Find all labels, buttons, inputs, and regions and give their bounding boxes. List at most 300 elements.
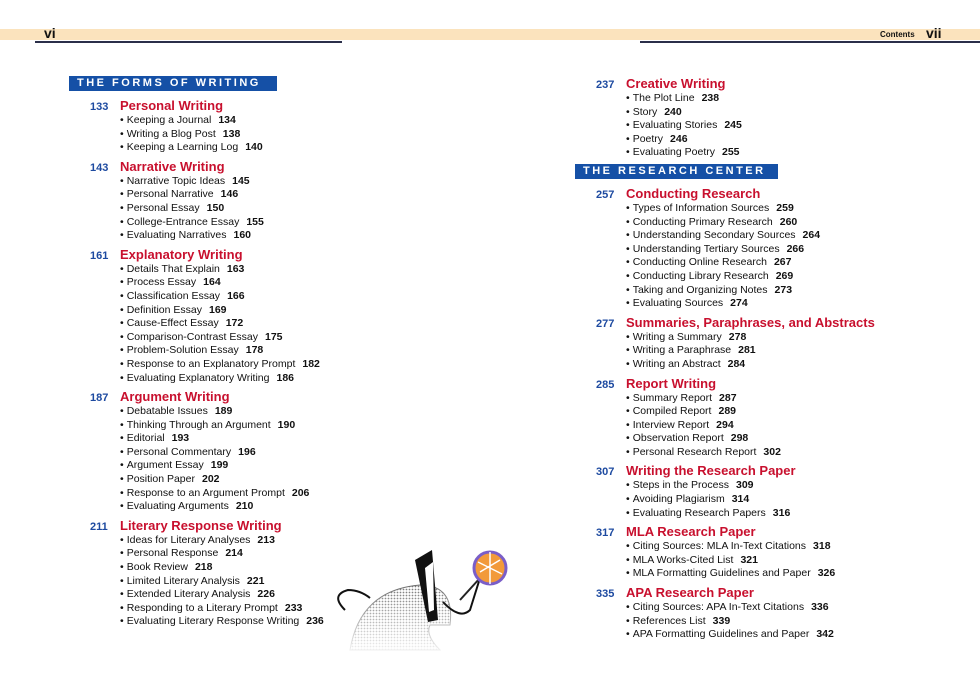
toc-entry [626,507,896,521]
entry-page-number: 169 [208,303,227,316]
bullet-icon: • [120,432,124,445]
toc-entry [120,419,360,433]
section-title: Report Writing [626,375,717,391]
section-title: Summaries, Paraphrases, and Abstracts [626,314,875,330]
section-banner: THE RESEARCH CENTER [575,164,778,179]
entry-page-number: 339 [712,614,731,627]
toc-entry [120,202,360,216]
entry-page-number: 134 [218,114,236,126]
writer-figure-illustration [330,540,520,663]
toc-entry [120,175,360,189]
bullet-icon: • [120,289,124,302]
entry-label: Interview Report [632,418,710,431]
bullet-icon: • [120,533,124,546]
section-page-number: 257 [596,188,615,201]
right-page-number: vii [926,25,942,41]
section-title: Argument Writing [120,389,230,405]
section-title: Creative Writing [626,76,726,91]
toc-entry [626,229,896,243]
toc-entry [626,106,896,120]
bullet-icon: • [120,303,124,316]
toc-entry [626,554,896,568]
bullet-icon: • [626,132,630,145]
section-heading [90,247,360,263]
entry-label: Types of Information Sources [632,201,770,214]
bullet-icon: • [626,357,630,370]
entry-label: Limited Literary Analysis [126,574,240,587]
entry-page-number: 163 [226,262,245,275]
toc-entry [120,141,360,155]
toc-section-narrative-writing [90,159,360,243]
entry-label: Personal Narrative [126,188,214,201]
bullet-icon: • [120,588,124,601]
bullet-icon: • [626,242,630,255]
toc-entry [120,188,360,202]
toc-entry [120,290,360,304]
bullet-icon: • [120,473,124,486]
entry-page-number: 289 [718,405,737,418]
entry-page-number: 226 [257,588,275,601]
bullet-icon: • [626,628,630,641]
bullet-icon: • [120,114,124,126]
section-heading [596,376,896,392]
toc-entry [626,446,896,460]
bullet-icon: • [626,614,630,627]
toc-entry [626,540,896,554]
entry-page-number: 178 [245,344,264,357]
bullet-icon: • [626,540,630,553]
bullet-icon: • [626,601,630,614]
entry-label: References List [632,614,706,627]
bullet-icon: • [120,486,124,499]
entry-page-number: 221 [246,574,265,587]
entry-page-number: 236 [306,615,324,628]
entry-label: Taking and Organizing Notes [632,283,768,296]
toc-list [596,186,896,642]
entry-label: Argument Essay [126,459,204,472]
section-title: Writing the Research Paper [626,463,796,479]
toc-entry [120,331,360,345]
entry-page-number: 199 [210,459,229,472]
entry-page-number: 193 [171,432,190,445]
toc-entry [120,358,360,372]
bullet-icon: • [120,276,124,289]
bullet-icon: • [120,405,124,418]
bullet-icon: • [626,553,630,566]
section-page-number: 335 [596,588,615,601]
toc-entry [120,602,360,616]
bullet-icon: • [626,506,630,519]
entry-page-number: 259 [776,201,794,214]
entry-page-number: 269 [775,269,794,282]
section-heading [596,524,896,540]
bullet-icon: • [626,344,630,357]
bullet-icon: • [626,92,630,104]
entry-page-number: 140 [245,141,263,154]
entry-page-number: 314 [731,493,750,506]
toc-entry [120,263,360,277]
bullet-icon: • [120,561,124,574]
entry-page-number: 182 [302,357,320,370]
toc-list [90,98,360,629]
toc-entry [626,615,896,629]
entry-page-number: 284 [727,357,746,370]
bullet-icon: • [120,459,124,472]
bullet-icon: • [120,601,124,614]
entry-page-number: 287 [719,391,737,404]
bullet-icon: • [626,391,630,404]
bullet-icon: • [626,405,630,418]
entry-label: College-Entrance Essay [126,215,240,228]
toc-entry [120,473,360,487]
bullet-icon: • [626,146,630,159]
toc-entry [626,92,896,106]
bullet-icon: • [120,229,124,242]
toc-section-writing-the-research-paper [596,463,896,520]
toc-entry [120,216,360,230]
toc-entry [626,392,896,406]
toc-entry [626,256,896,270]
section-heading [90,389,360,405]
entry-label: Evaluating Sources [632,297,724,310]
entry-label: Definition Essay [126,303,202,316]
toc-section-conducting-research [596,186,896,311]
toc-entry [626,216,896,230]
entry-label: Book Review [126,561,188,574]
toc-entry [626,270,896,284]
entry-label: Comparison-Contrast Essay [126,330,258,343]
toc-entry [626,133,896,147]
toc-entry [120,500,360,514]
entry-label: Writing a Blog Post [126,127,216,140]
entry-page-number: 294 [716,418,734,431]
entry-label: Responding to a Literary Prompt [126,601,278,614]
entry-page-number: 186 [276,371,295,384]
toc-section-personal-writing [90,98,360,155]
toc-section-argument-writing [90,389,360,514]
toc-entry [626,297,896,311]
header-rule-left [35,41,342,43]
entry-page-number: 196 [238,445,256,458]
bullet-icon: • [120,418,124,431]
bullet-icon: • [626,432,630,445]
entry-page-number: 206 [291,486,310,499]
entry-page-number: 302 [763,445,781,458]
entry-label: Evaluating Literary Response Writing [126,615,300,628]
bullet-icon: • [626,445,630,458]
toc-entry [120,575,360,589]
entry-label: Conducting Primary Research [632,215,773,228]
entry-label: Extended Literary Analysis [126,588,251,601]
entry-page-number: 245 [724,119,742,132]
entry-label: Keeping a Journal [126,114,212,126]
entry-label: Conducting Library Research [632,269,769,282]
section-heading [596,585,896,601]
bullet-icon: • [120,445,124,458]
bullet-icon: • [120,574,124,587]
section-title: Personal Writing [120,98,224,113]
toc-entry [120,615,360,629]
entry-page-number: 138 [222,127,241,140]
toc-entry [626,601,896,615]
toc-section-literary-response-writing [90,518,360,629]
section-heading [90,98,360,114]
bullet-icon: • [120,188,124,201]
entry-page-number: 267 [773,256,792,269]
toc-entry [626,432,896,446]
bullet-icon: • [120,357,124,370]
bullet-icon: • [626,330,630,343]
entry-label: Personal Research Report [632,445,757,458]
toc-entry [626,202,896,216]
section-heading [596,186,896,202]
entry-page-number: 150 [206,201,225,214]
bullet-icon: • [120,371,124,384]
entry-label: Ideas for Literary Analyses [126,533,251,546]
entry-label: MLA Formatting Guidelines and Paper [632,567,811,580]
toc-entry [120,114,360,128]
entry-label: Keeping a Learning Log [126,141,239,154]
toc-entry [120,128,360,142]
bullet-icon: • [120,615,124,628]
entry-page-number: 213 [257,533,275,546]
toc-entry [626,331,896,345]
entry-page-number: 210 [235,500,254,513]
entry-page-number: 321 [740,553,758,566]
toc-entry [120,229,360,243]
entry-page-number: 238 [701,92,720,104]
section-heading [596,315,896,331]
entry-label: Understanding Tertiary Sources [632,242,780,255]
bullet-icon: • [626,418,630,431]
entry-page-number: 155 [246,215,264,228]
bullet-icon: • [626,201,630,214]
toc-entry [120,317,360,331]
bullet-icon: • [120,317,124,330]
entry-page-number: 278 [728,330,747,343]
toc-entry [626,284,896,298]
section-page-number: 187 [90,392,109,405]
entry-page-number: 190 [277,418,296,431]
entry-page-number: 316 [772,506,791,519]
entry-label: Debatable Issues [126,405,208,418]
entry-label: Evaluating Research Papers [632,506,766,519]
entry-page-number: 145 [232,174,250,187]
entry-label: Evaluating Arguments [126,500,229,513]
bullet-icon: • [120,262,124,275]
entry-page-number: 336 [811,601,829,614]
section-page-number: 285 [596,378,615,391]
section-title: Narrative Writing [120,158,225,174]
bullet-icon: • [626,229,630,242]
entry-label: Thinking Through an Argument [126,418,271,431]
entry-label: Summary Report [632,391,713,404]
bullet-icon: • [626,567,630,580]
entry-page-number: 264 [802,229,821,242]
entry-label: Response to an Explanatory Prompt [126,357,296,370]
entry-page-number: 175 [264,330,283,343]
bullet-icon: • [626,283,630,296]
right-column [583,76,896,646]
toc-entry [626,119,896,133]
toc-entry [120,487,360,501]
entry-label: Position Paper [126,473,195,486]
left-page-number: vi [44,25,56,41]
entry-label: Cause-Effect Essay [126,317,219,330]
entry-label: Personal Essay [126,201,200,214]
toc-section-apa-research-paper [596,585,896,642]
toc-list [596,76,896,160]
header-rule-right [640,41,980,43]
toc-entry [120,405,360,419]
bullet-icon: • [120,141,124,154]
toc-entry [626,479,896,493]
entry-label: Conducting Online Research [632,256,767,269]
entry-page-number: 281 [738,344,756,357]
toc-entry [120,561,360,575]
entry-page-number: 246 [670,132,688,145]
section-page-number: 161 [90,249,109,262]
bullet-icon: • [626,269,630,282]
entry-page-number: 214 [225,547,243,560]
bullet-icon: • [626,479,630,492]
entry-page-number: 260 [779,215,798,228]
entry-label: Evaluating Narratives [126,229,227,242]
entry-page-number: 189 [214,405,233,418]
toc-entry [626,146,896,160]
toc-section-explanatory-writing [90,247,360,385]
section-heading [90,518,360,534]
toc-entry [120,304,360,318]
bullet-icon: • [626,105,630,118]
section-heading [596,76,896,92]
left-column [77,76,360,633]
entry-label: Steps in the Process [632,479,729,492]
entry-label: Writing a Summary [632,330,722,343]
entry-label: Writing an Abstract [632,357,721,370]
toc-entry [626,358,896,372]
bullet-icon: • [120,330,124,343]
toc-section-summaries-paraphrases-and-abstracts [596,315,896,372]
entry-page-number: 233 [284,601,303,614]
section-title: MLA Research Paper [626,524,756,540]
section-page-number: 307 [596,466,615,479]
entry-label: MLA Works-Cited List [632,553,734,566]
toc-entry [626,243,896,257]
toc-entry [626,344,896,358]
section-heading [596,463,896,479]
entry-page-number: 240 [664,105,682,118]
entry-label: The Plot Line [632,92,695,104]
entry-label: Citing Sources: MLA In-Text Citations [632,540,807,553]
entry-label: Writing a Paraphrase [632,344,732,357]
bullet-icon: • [120,174,124,187]
entry-label: Problem-Solution Essay [126,344,239,357]
section-page-number: 133 [90,101,109,113]
entry-label: Evaluating Poetry [632,146,715,159]
toc-entry [120,534,360,548]
entry-label: Evaluating Explanatory Writing [126,371,270,384]
section-title: Explanatory Writing [120,246,243,262]
entry-label: Understanding Secondary Sources [632,229,796,242]
entry-page-number: 255 [722,146,740,159]
entry-page-number: 266 [786,242,805,255]
bullet-icon: • [120,547,124,560]
toc-entry [120,547,360,561]
toc-entry [626,567,896,581]
running-head: Contents [880,30,915,39]
entry-label: Personal Commentary [126,445,232,458]
bullet-icon: • [626,256,630,269]
toc-entry [626,405,896,419]
entry-label: Evaluating Stories [632,119,718,132]
entry-label: Process Essay [126,276,197,289]
entry-label: Story [632,105,658,118]
entry-page-number: 309 [736,479,754,492]
entry-label: Observation Report [632,432,724,445]
entry-label: Editorial [126,432,165,445]
section-page-number: 237 [596,79,615,91]
entry-page-number: 298 [730,432,749,445]
entry-label: APA Formatting Guidelines and Paper [632,628,810,641]
toc-entry [120,432,360,446]
entry-page-number: 146 [220,188,239,201]
section-title: APA Research Paper [626,585,754,601]
bullet-icon: • [120,201,124,214]
entry-label: Citing Sources: APA In-Text Citations [632,601,805,614]
toc-entry [120,276,360,290]
bullet-icon: • [120,344,124,357]
entry-page-number: 164 [203,276,221,289]
bullet-icon: • [120,127,124,140]
toc-entry [626,493,896,507]
entry-page-number: 202 [201,473,220,486]
header-band [0,29,980,40]
entry-page-number: 273 [774,283,793,296]
toc-entry [626,628,896,642]
section-title: Literary Response Writing [120,517,282,533]
toc-entry [120,344,360,358]
entry-label: Poetry [632,132,664,145]
toc-section-mla-research-paper [596,524,896,581]
section-page-number: 143 [90,161,109,174]
bullet-icon: • [120,500,124,513]
toc-section-report-writing [596,376,896,460]
section-heading [90,159,360,175]
bullet-icon: • [626,493,630,506]
entry-label: Avoiding Plagiarism [632,493,725,506]
entry-page-number: 218 [194,561,213,574]
bullet-icon: • [626,297,630,310]
entry-label: Details That Explain [126,262,220,275]
entry-page-number: 318 [813,540,831,553]
entry-page-number: 166 [227,289,245,302]
section-page-number: 317 [596,527,615,540]
toc-entry [120,446,360,460]
toc-section-creative-writing [596,76,896,160]
entry-label: Narrative Topic Ideas [126,174,226,187]
toc-entry [120,588,360,602]
section-page-number: 277 [596,317,615,330]
entry-page-number: 160 [233,229,252,242]
bullet-icon: • [626,119,630,132]
section-banner: THE FORMS OF WRITING [69,76,277,91]
entry-page-number: 342 [816,628,834,641]
entry-page-number: 326 [817,567,836,580]
section-title: Conducting Research [626,185,761,201]
entry-label: Compiled Report [632,405,712,418]
entry-label: Classification Essay [126,289,221,302]
